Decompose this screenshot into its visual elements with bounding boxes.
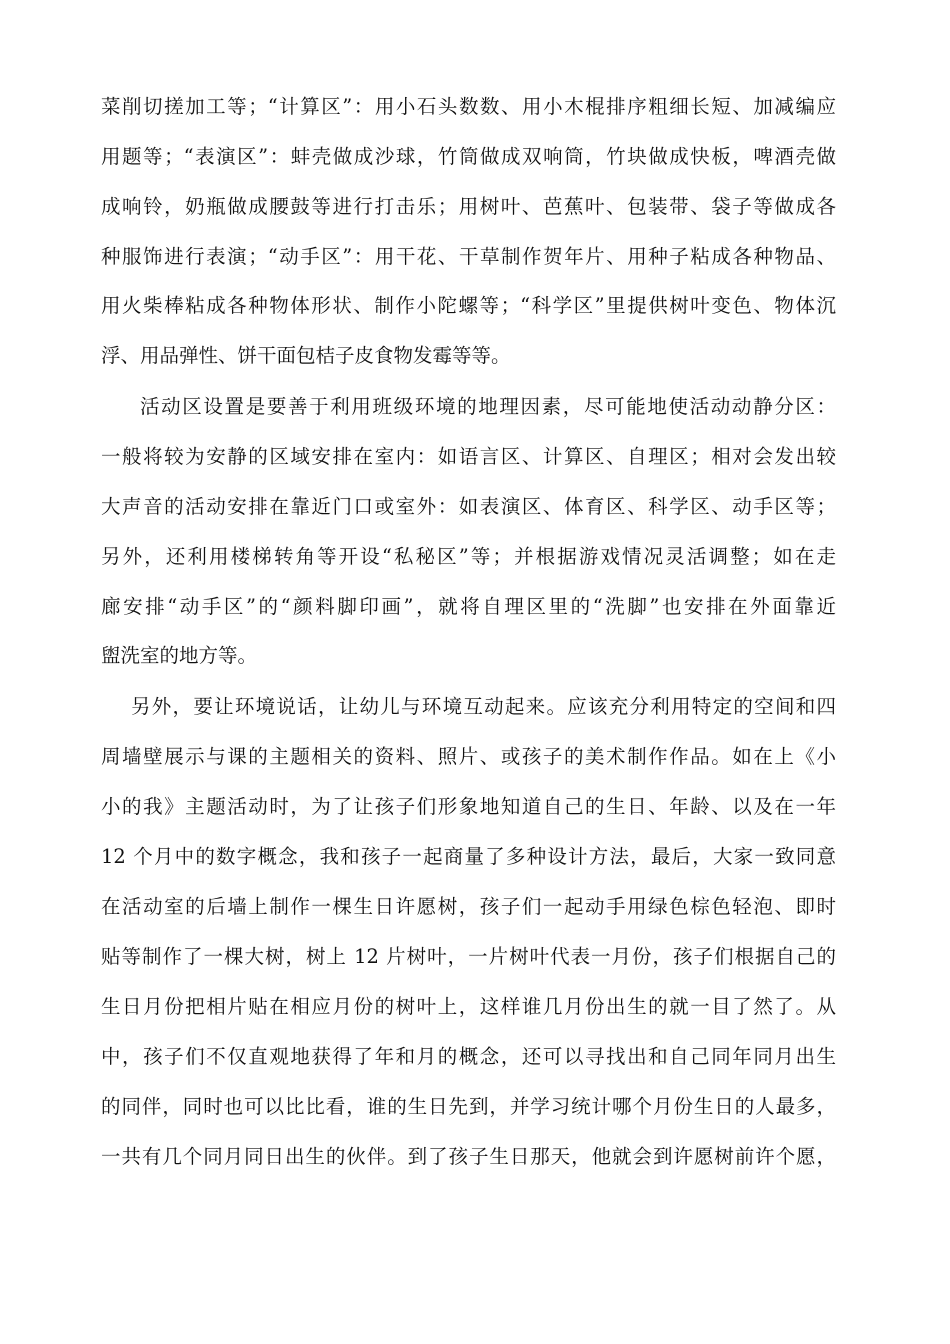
paragraph-3-line-4: 12 个月中的数字概念，我和孩子一起商量了多种设计方法，最后，大家一致同意 [101, 845, 836, 868]
paragraph-2-line-5: 廊安排“动手区”的“颜料脚印画”，就将自理区里的“洗脚”也安排在外面靠近 [101, 595, 836, 618]
paragraph-1-line-6: 浮、用品弹性、饼干面包桔子皮食物发霉等等。 [101, 344, 511, 367]
paragraph-2-line-6: 盥洗室的地方等。 [101, 644, 258, 667]
paragraph-3-line-2: 周墙壁展示与课的主题相关的资料、照片、或孩子的美术制作作品。如在上《小 [101, 745, 836, 768]
paragraph-1-line-2: 用题等；“表演区”：蚌壳做成沙球，竹筒做成双响筒，竹块做成快板，啤酒壳做 [101, 145, 836, 168]
paragraph-3-line-5: 在活动室的后墙上制作一棵生日许愿树，孩子们一起动手用绿色棕色轻泡、即时 [101, 895, 836, 918]
paragraph-1-line-5: 用火柴棒粘成各种物体形状、制作小陀螺等；“科学区”里提供树叶变色、物体沉 [101, 294, 836, 317]
paragraph-2-line-4: 另外，还利用楼梯转角等开设“私秘区”等；并根据游戏情况灵活调整；如在走 [101, 545, 836, 568]
paragraph-2-line-2: 一般将较为安静的区域安排在室内：如语言区、计算区、自理区；相对会发出较 [101, 445, 836, 468]
paragraph-3-line-8: 中，孩子们不仅直观地获得了年和月的概念，还可以寻找出和自己同年同月出生 [101, 1045, 836, 1068]
paragraph-3-line-9: 的同伴，同时也可以比比看，谁的生日先到，并学习统计哪个月份生日的人最多， [101, 1095, 836, 1118]
paragraph-1-line-4: 种服饰进行表演；“动手区”：用干花、干草制作贺年片、用种子粘成各种物品、 [101, 245, 836, 268]
paragraph-3-line-7: 生日月份把相片贴在相应月份的树叶上，这样谁几月份出生的就一目了然了。从 [101, 995, 836, 1018]
paragraph-1-line-3: 成响铃，奶瓶做成腰鼓等进行打击乐；用树叶、芭蕉叶、包装带、袋子等做成各 [101, 195, 836, 218]
paragraph-3-line-10: 一共有几个同月同日出生的伙伴。到了孩子生日那天，他就会到许愿树前许个愿， [101, 1145, 836, 1168]
paragraph-3-line-3: 小的我》主题活动时，为了让孩子们形象地知道自己的生日、年龄、以及在一年 [101, 795, 836, 818]
paragraph-3-line-1: 另外，要让环境说话，让幼儿与环境互动起来。应该充分利用特定的空间和四 [131, 695, 836, 718]
paragraph-2-line-1: 活动区设置是要善于利用班级环境的地理因素，尽可能地使活动动静分区： [140, 395, 836, 418]
paragraph-3-line-6: 贴等制作了一棵大树，树上 12 片树叶，一片树叶代表一月份，孩子们根据自己的 [101, 945, 836, 968]
paragraph-1-line-1: 菜削切搓加工等；“计算区”：用小石头数数、用小木棍排序粗细长短、加减编应 [101, 95, 836, 118]
paragraph-2-line-3: 大声音的活动安排在靠近门口或室外：如表演区、体育区、科学区、动手区等； [101, 495, 836, 518]
